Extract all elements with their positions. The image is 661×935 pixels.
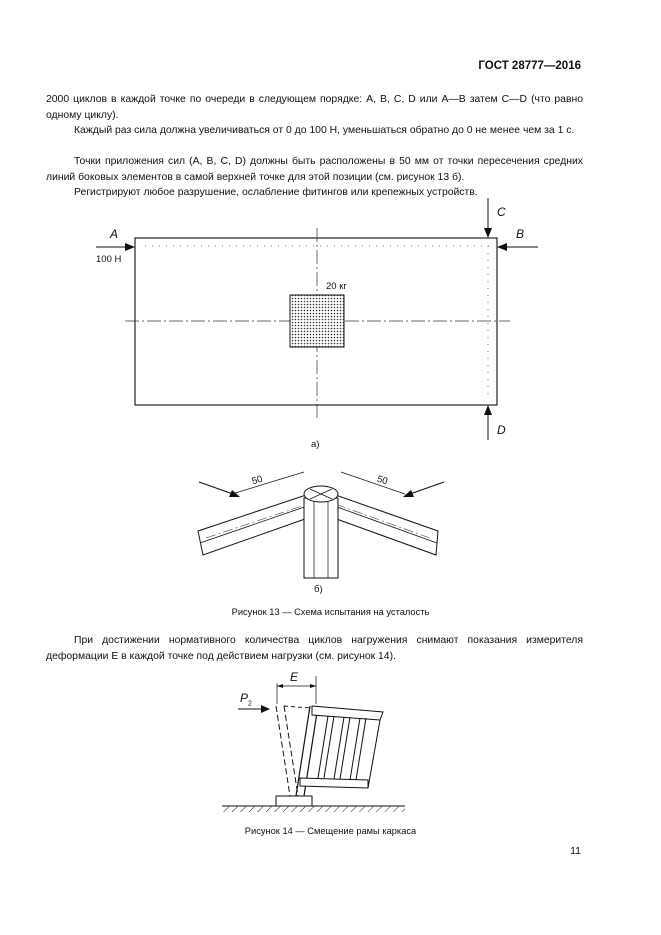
label-p2: $P_2$ — [240, 691, 252, 708]
force-arrow-left-shaft — [199, 482, 233, 494]
paragraph-5: При достижении нормативного количества циклов нагружения снимают показания измерителя деформации E в каждой точке под действием нагрузки (см. рисунок 14). — [46, 635, 583, 662]
label-c: C — [497, 205, 506, 219]
force-arrow-a-head — [125, 243, 135, 251]
base-block — [276, 796, 312, 806]
ground-hatch — [222, 806, 405, 812]
label-a: A — [110, 227, 119, 241]
label-mass: 20 кг — [326, 281, 347, 292]
label-d: D — [497, 423, 506, 437]
paragraph-4: Регистрируют любое разрушение, ослабление фитингов или крепежных устройств. — [74, 187, 478, 198]
label-b: B — [516, 227, 525, 241]
figure-14-caption: Рисунок 14 — Смещение рамы каркаса — [244, 826, 417, 836]
dim-left-label: 50 — [250, 473, 264, 488]
post — [304, 498, 338, 578]
label-e: E — [290, 670, 299, 684]
figure-13a-plan — [96, 198, 538, 440]
label-force: 100 Н — [96, 254, 122, 265]
dim-right-label: 50 — [375, 473, 389, 488]
paragraph-2: Каждый раз сила должна увеличиваться от 0 до 100 Н, уменьшаться обратно до 0 не менее чем за 1 с. — [74, 125, 575, 136]
sublabel-b: б) — [314, 584, 323, 595]
paragraph-3: Точки приложения сил (A, B, C, D) должны быть расположены в 50 мм от точки пересечения средних линий боковых элементов в самой верхней точке для этой позиции (см. рисунок 13 б). — [46, 156, 583, 183]
page-number: 11 — [570, 845, 581, 857]
force-arrow-b-head — [497, 243, 507, 251]
mass-block — [290, 295, 344, 347]
paragraph-1: 2000 циклов в каждой точке по очереди в следующем порядке: A, B, C, D или A—B затем C—D (что равно одному циклу). — [46, 94, 583, 121]
standard-header: ГОСТ 28777—2016 — [478, 60, 581, 72]
sublabel-a: а) — [311, 439, 320, 450]
force-arrow-d-head — [484, 405, 492, 415]
dim-line-right — [341, 472, 405, 494]
figure-13-caption: Рисунок 13 — Схема испытания на усталость — [231, 607, 430, 617]
dim-line-left — [232, 472, 304, 494]
figure-13b-joint — [198, 472, 444, 578]
force-arrow-c-head — [484, 228, 492, 238]
left-beam — [198, 493, 322, 555]
force-arrow-right-shaft — [410, 482, 444, 494]
